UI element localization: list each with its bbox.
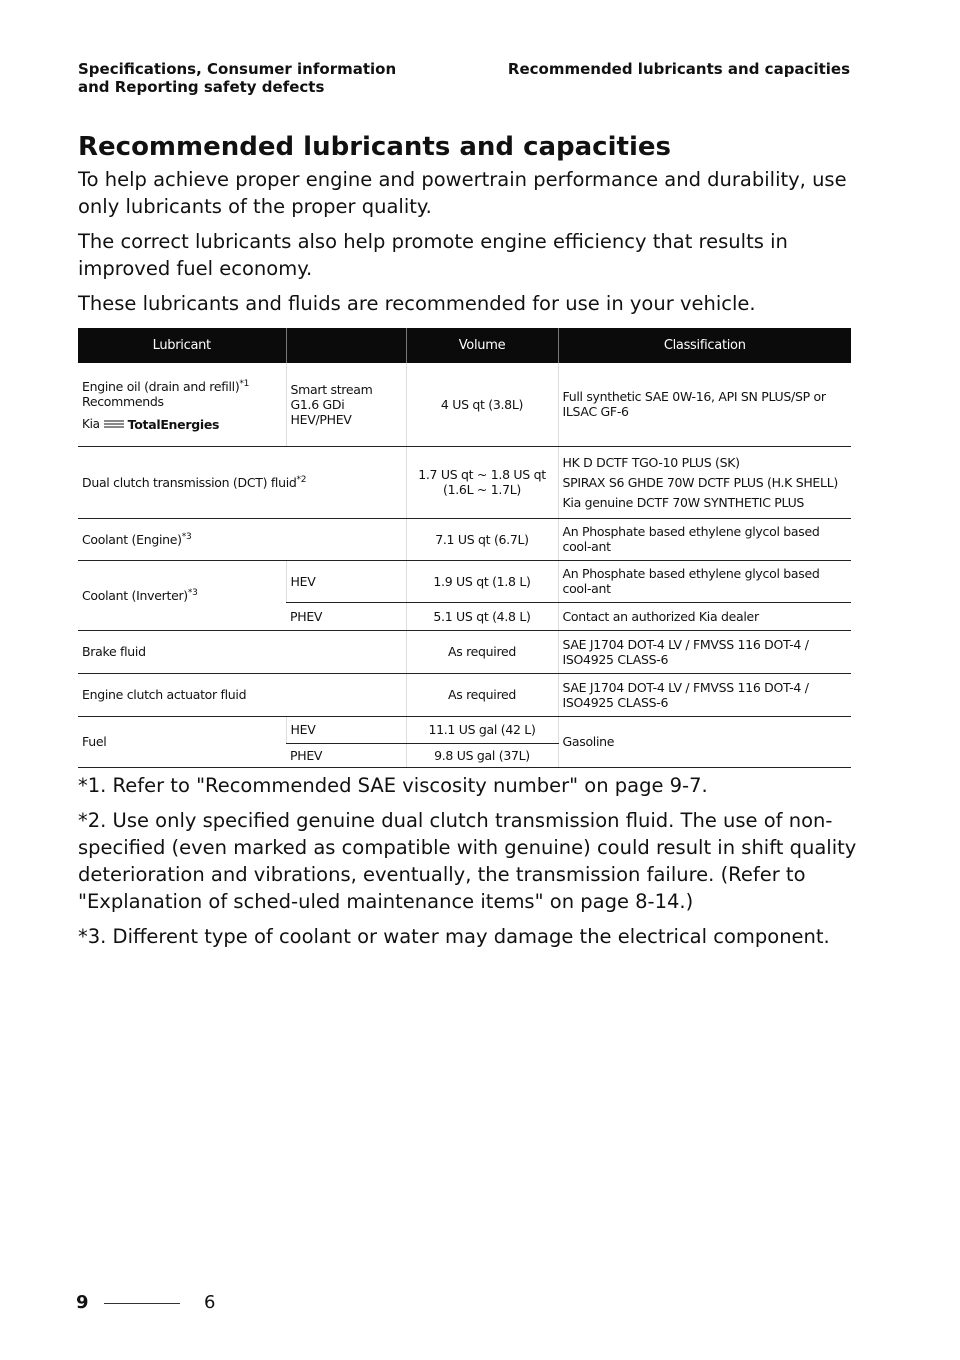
- coolant-inverter-phev-volume: 5.1 US qt (4.8 L): [406, 602, 558, 630]
- dct-volume: 1.7 US qt ~ 1.8 US qt (1.6L ~ 1.7L): [406, 446, 558, 518]
- engine-oil-recommends: Recommends: [82, 393, 164, 409]
- coolant-inverter-hev: HEV: [286, 560, 406, 602]
- chapter-number: 9: [76, 1292, 89, 1313]
- table-header-row: [78, 328, 851, 363]
- dct-class-cell: [558, 446, 851, 518]
- footnote: *3. Different type of coolant or water may damage the electrical component.: [78, 925, 830, 948]
- coolant-engine-label: Coolant (Engine): [82, 532, 182, 548]
- totalenergies-logo: [82, 417, 219, 432]
- clutch-label: Engine clutch actuator fluid: [78, 673, 406, 716]
- table-row-fuel-hev: [78, 716, 851, 743]
- table-row-brake: [78, 630, 851, 673]
- header-blank: [286, 328, 406, 363]
- coolant-inverter-label-cell: [78, 560, 286, 630]
- table-row-coolant-inverter-hev: [78, 560, 851, 602]
- header-section-line2: and Reporting safety defects: [78, 78, 325, 96]
- footnote: *2. Use only specified genuine dual clutch transmission fluid. The use of non-specified (even marked as compatible with genuine) could result in shift quality deterioration and vibrations, eventually, the transmission failure. (Refer to "Explanation of sched-uled maintenance items" on page 8-14.): [78, 809, 857, 913]
- header-classification: Classification: [558, 328, 851, 363]
- clutch-class: SAE J1704 DOT-4 LV / FMVSS 116 DOT-4 / ISO4925 CLASS-6: [558, 673, 851, 716]
- fuel-hev-volume: 11.1 US gal (42 L): [406, 716, 558, 743]
- coolant-engine-label-cell: [78, 518, 406, 560]
- header-lubricant: Lubricant: [78, 328, 286, 363]
- logo-te-text: TotalEnergies: [127, 416, 220, 432]
- logo-kia-text: Kia: [82, 416, 100, 431]
- dct-class-1: HK D DCTF TGO-10 PLUS (SK): [562, 454, 740, 470]
- engine-oil-engine: Smart stream G1.6 GDi HEV/PHEV: [286, 363, 406, 446]
- engine-oil-class: Full synthetic SAE 0W-16, API SN PLUS/SP or ILSAC GF-6: [558, 363, 851, 446]
- dct-label-cell: [78, 446, 406, 518]
- footnote-ref: *2: [296, 475, 307, 486]
- header-topic: Recommended lubricants and capacities: [507, 60, 850, 78]
- page-number: 6: [204, 1292, 216, 1313]
- dct-label: Dual clutch transmission (DCT) fluid: [82, 475, 297, 491]
- coolant-engine-class: An Phosphate based ethylene glycol based cool-ant: [558, 518, 851, 560]
- header-section-title: [78, 60, 396, 96]
- table-row-dct: [78, 446, 851, 518]
- fuel-label: Fuel: [78, 716, 286, 767]
- intro-paragraph: These lubricants and fluids are recommended for use in your vehicle.: [78, 292, 756, 315]
- engine-oil-label-cell: [78, 363, 286, 446]
- intro-paragraph: To help achieve proper engine and powertrain performance and durability, use only lubricants of the proper quality.: [78, 168, 847, 218]
- engine-oil-volume: 4 US qt (3.8L): [406, 363, 558, 446]
- brake-label: Brake fluid: [78, 630, 406, 673]
- clutch-volume: As required: [406, 673, 558, 716]
- coolant-inverter-label: Coolant (Inverter): [82, 588, 188, 604]
- fuel-phev: PHEV: [286, 743, 406, 767]
- fuel-class: Gasoline: [558, 716, 851, 767]
- coolant-inverter-hev-volume: 1.9 US qt (1.8 L): [406, 560, 558, 602]
- brake-class: SAE J1704 DOT-4 LV / FMVSS 116 DOT-4 / ISO4925 CLASS-6: [558, 630, 851, 673]
- footnote: *1. Refer to "Recommended SAE viscosity number" on page 9-7.: [78, 774, 708, 797]
- fuel-phev-volume: 9.8 US gal (37L): [406, 743, 558, 767]
- table-row-coolant-engine: [78, 518, 851, 560]
- footnotes: [78, 772, 868, 958]
- table-row-clutch: [78, 673, 851, 716]
- intro-paragraphs: [78, 166, 868, 325]
- coolant-inverter-phev: PHEV: [286, 602, 406, 630]
- header-section-line1: Specifications, Consumer information: [78, 60, 397, 78]
- coolant-inverter-phev-class: Contact an authorized Kia dealer: [558, 602, 851, 630]
- engine-oil-label: Engine oil (drain and refill): [82, 378, 240, 394]
- intro-paragraph: The correct lubricants also help promote engine efficiency that results in improved fuel economy.: [78, 230, 788, 280]
- page-number-divider: [104, 1303, 180, 1304]
- footnote-ref: *1: [239, 378, 250, 389]
- coolant-inverter-hev-class: An Phosphate based ethylene glycol based cool-ant: [558, 560, 851, 602]
- coolant-engine-volume: 7.1 US qt (6.7L): [406, 518, 558, 560]
- logo-mark-icon: [104, 420, 124, 429]
- dct-class-3: Kia genuine DCTF 70W SYNTHETIC PLUS: [562, 494, 805, 510]
- header-volume: Volume: [406, 328, 558, 363]
- lubricants-table: [78, 328, 851, 768]
- dct-class-2: SPIRAX S6 GHDE 70W DCTF PLUS (H.K SHELL): [562, 474, 838, 490]
- table-row-engine-oil: [78, 363, 851, 446]
- footnote-ref: *3: [187, 588, 198, 599]
- page-title: Recommended lubricants and capacities: [78, 132, 671, 162]
- footnote-ref: *3: [181, 532, 192, 543]
- fuel-hev: HEV: [286, 716, 406, 743]
- brake-volume: As required: [406, 630, 558, 673]
